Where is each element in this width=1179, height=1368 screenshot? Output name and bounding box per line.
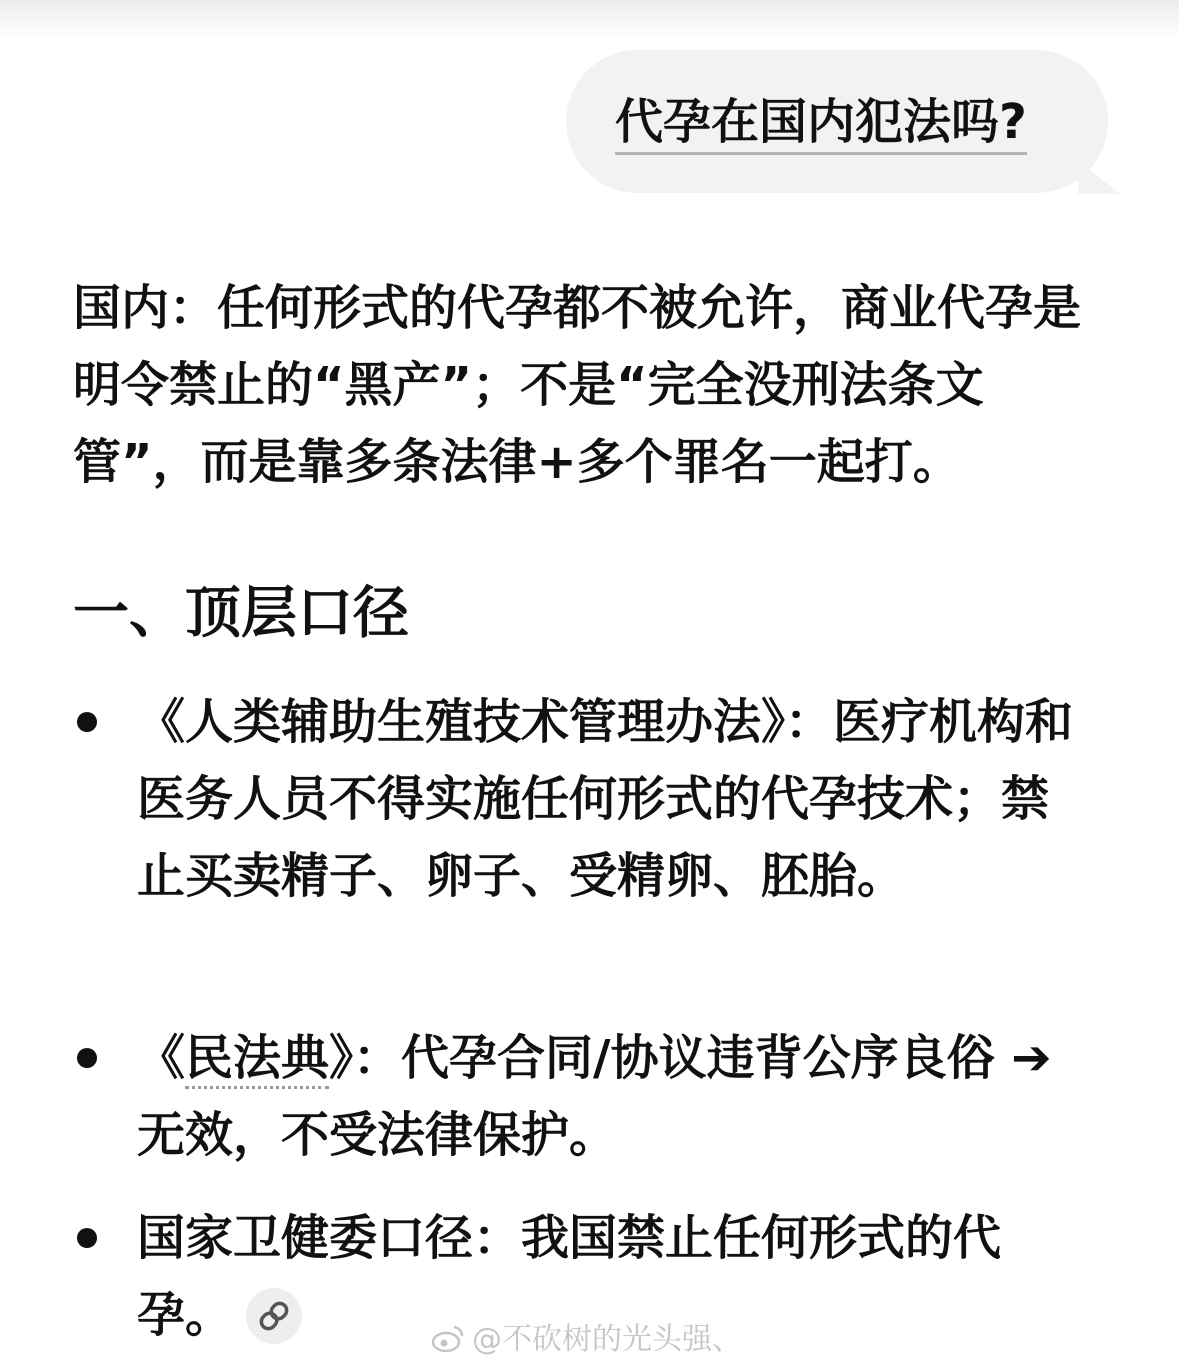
section-heading: 一、顶层口径	[73, 581, 409, 646]
bullet-dot	[77, 712, 97, 732]
watermark	[430, 1320, 742, 1360]
answer-intro: 国内：任何形式的代孕都不被允许，商业代孕是明令禁止的“黑产”；不是“完全没刑法条文管”，而是靠多条法律+多个罪名一起打。	[73, 280, 1082, 490]
bullet-2-text: ：代孕合同/协议违背公序良俗 ➔ 无效，不受法律保护。	[137, 1030, 1052, 1163]
bullet-item-1	[137, 684, 1077, 915]
link-icon	[246, 1288, 302, 1344]
bullet-dot	[77, 1228, 97, 1248]
bullet-item-2	[137, 1020, 1077, 1174]
bullet-2-prefix: 《	[137, 1030, 186, 1086]
bullet-dot	[77, 1048, 97, 1068]
civil-code-link[interactable]: 民法典	[185, 1030, 329, 1089]
bullet-1-text: ：医疗机构和医务人员不得实施任何形式的代孕技术；禁止买卖精子、卵子、受精卵、胚胎。	[137, 694, 1074, 904]
bullet-1-title: 《人类辅助生殖技术管理办法》	[137, 694, 786, 750]
watermark-text: @不砍树的光头强、	[472, 1322, 742, 1357]
weibo-icon	[430, 1321, 466, 1357]
bullet-2-suffix: 》	[329, 1030, 354, 1086]
link-button[interactable]	[246, 1288, 302, 1344]
top-fade	[0, 0, 1179, 40]
bullet-item-3: 国家卫健委口径：我国禁止任何形式的代孕。	[137, 1210, 1002, 1343]
user-message-text[interactable]: 代孕在国内犯法吗?	[615, 94, 1027, 155]
